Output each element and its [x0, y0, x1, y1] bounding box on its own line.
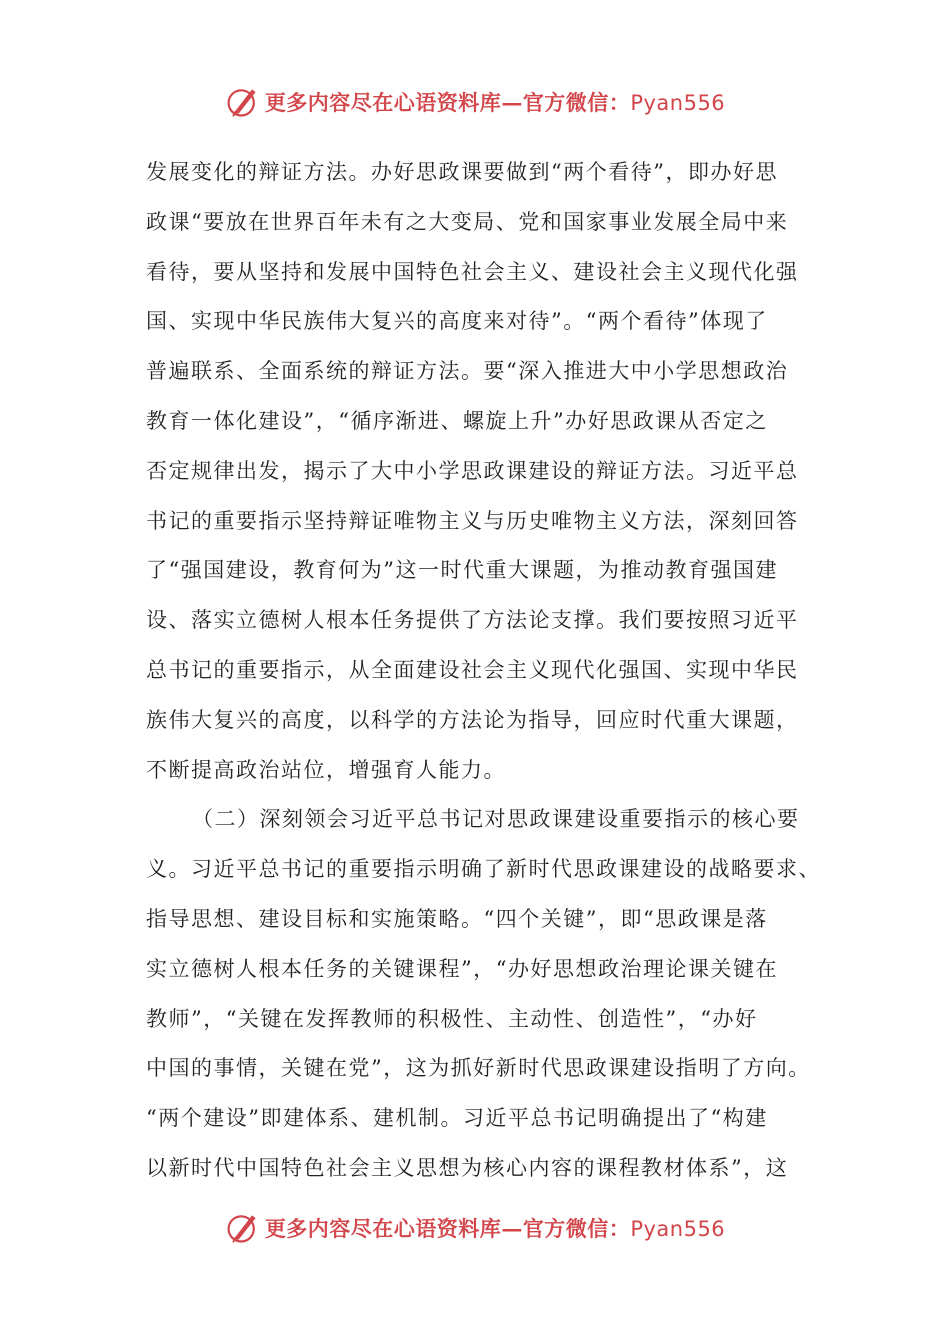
text-line: 政课“要放在世界百年未有之大变局、党和国家事业发展全局中来: [146, 209, 789, 234]
text-line: 不断提高政治站位，增强育人能力。: [146, 757, 506, 782]
text-line: 义。习近平总书记的重要指示明确了新时代思政课建设的战略要求、: [146, 857, 821, 882]
text-line: 设、落实立德树人根本任务提供了方法论支撑。我们要按照习近平: [146, 608, 799, 633]
quill-logo-icon: [225, 84, 261, 120]
text-line: 以新时代中国特色社会主义思想为核心内容的课程教材体系”，这: [146, 1155, 789, 1180]
text-line: “两个建设”即建体系、建机制。习近平总书记明确提出了“构建: [146, 1106, 768, 1131]
text-line: 教育一体化建设”，“循序渐进、螺旋上升”办好思政课从否定之: [146, 408, 768, 433]
text-line: 发展变化的辩证方法。办好思政课要做到“两个看待”，即办好思: [146, 160, 778, 184]
text-line: 族伟大复兴的高度，以科学的方法论为指导，回应时代重大课题，: [146, 707, 799, 732]
text-line: 普遍联系、全面系统的辩证方法。要“深入推进大中小学思想政治: [146, 359, 789, 384]
watermark-footer: [0, 1208, 950, 1248]
watermark-header: [0, 82, 950, 122]
text-line: 国、实现中华民族伟大复兴的高度来对待”。“两个看待”体现了: [146, 309, 768, 334]
text-line: 指导思想、建设目标和实施策略。“四个关键”，即“思政课是落: [146, 906, 768, 931]
text-line: 看待，要从坚持和发展中国特色社会主义、建设社会主义现代化强: [146, 259, 799, 284]
text-line: 否定规律出发，揭示了大中小学思政课建设的辩证方法。习近平总: [146, 458, 799, 483]
text-line: 书记的重要指示坚持辩证唯物主义与历史唯物主义方法，深刻回答: [146, 508, 799, 533]
watermark-text: 更多内容尽在心语资料库—官方微信：Pyan556: [264, 90, 726, 115]
watermark-text: 更多内容尽在心语资料库—官方微信：Pyan556: [264, 1216, 726, 1241]
text-line: 实立德树人根本任务的关键课程”，“办好思想政治理论课关键在: [146, 956, 778, 981]
text-line: 了“强国建设，教育何为”这一时代重大课题，为推动教育强国建: [146, 558, 778, 583]
section-heading-line: （二）深刻领会习近平总书记对思政课建设重要指示的核心要: [192, 807, 800, 832]
text-line: 中国的事情，关键在党”，这为抓好新时代思政课建设指明了方向。: [146, 1056, 811, 1081]
text-line: 教师”，“关键在发挥教师的积极性、主动性、创造性”，“办好: [146, 1006, 758, 1031]
quill-logo-icon: [225, 1210, 261, 1246]
document-body: [146, 148, 821, 1194]
text-line: 总书记的重要指示，从全面建设社会主义现代化强国、实现中华民: [146, 657, 799, 682]
